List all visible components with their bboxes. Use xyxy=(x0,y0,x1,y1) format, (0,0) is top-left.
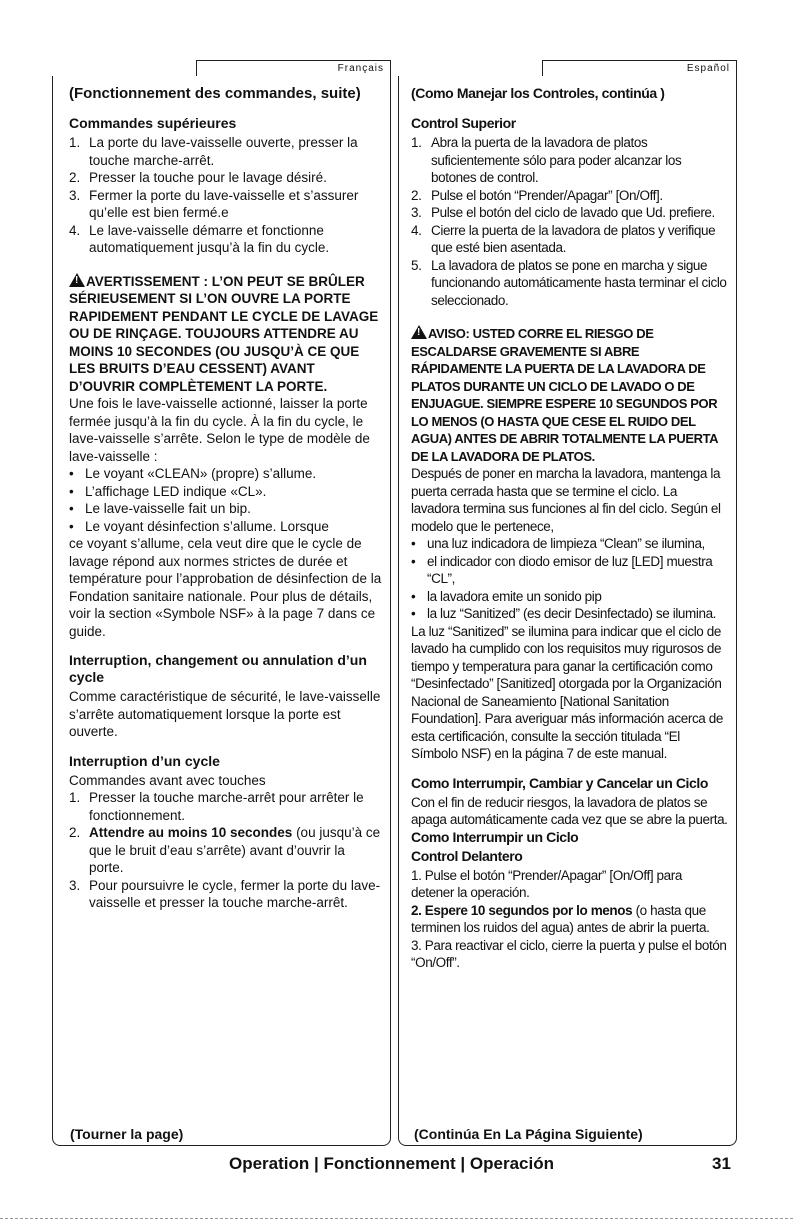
list-item: 5. La lavadora de platos se pone en marcha y sigue funcionando automáticamente hasta terminar el ciclo seleccionado. xyxy=(411,257,727,308)
list-item: • la luz “Sanitized” (es decir Desinfectado) se ilumina. xyxy=(411,606,717,621)
spanish-interrupt2-sub: Control Delantero xyxy=(411,847,523,864)
french-turn-page-note: (Tourner la page) xyxy=(70,1126,184,1142)
list-item: 3. Fermer la porte du lave-vaisselle et s’assurer qu’elle est bien fermé.e xyxy=(69,187,359,220)
spanish-warning: !AVISO: USTED CORRE EL RIESGO DE ESCALDARSE GRAVEMENTE SI ABRE RÁPIDAMENTE LA PUERTA DE LA LAVADORA DE PLATOS DURANTE UN CICLO DE LAVADO O DE ENJUAGUE. SIEMPRE ESPERE 10 SEGUNDOS POR LO MENOS (O HASTA QUE CESE EL RUIDO DEL AGUA) ANTES DE ABRIR TOTALMENTE LA PUERTA DE LA LAVADORA DE PLATOS. xyxy=(411,325,728,465)
french-language-tab: Français xyxy=(196,60,391,76)
spanish-column xyxy=(398,76,737,1136)
list-item: 2. Attendre au moins 10 secondes (ou jusqu’à ce que le bruit d’eau s’arrête) avant d’ouvrir la porte. xyxy=(69,825,381,875)
list-item: 2. Presser la touche pour le lavage désiré. xyxy=(69,170,327,185)
warning-icon xyxy=(69,273,85,287)
page-number: 31 xyxy=(712,1154,731,1173)
spanish-interrupt-text: Con el fin de reducir riesgos, la lavadora de platos se apaga automáticamente cada vez que se abre la puerta. xyxy=(411,794,728,827)
list-item: 4. Cierre la puerta de la lavadora de platos y verifique que esté bien asentada. xyxy=(411,222,716,255)
spanish-continue-note: (Continúa En La Página Siguiente) xyxy=(414,1126,643,1142)
spanish-bullets xyxy=(411,535,728,623)
french-interrupt2-sub: Commandes avant avec touches xyxy=(69,772,266,788)
spanish-after-warning: Después de poner en marcha la lavadora, mantenga la puerta cerrada hasta que se termine el ciclo. La lavadora termina sus funciones al fin del ciclo. Según el modelo que le pertenece, xyxy=(411,466,721,534)
list-item: 1. La porte du lave-vaisselle ouverte, presser la touche marche-arrêt. xyxy=(69,135,358,168)
spanish-interrupt-step1: 1. Pulse el botón “Prender/Apagar” [On/Off] para detener la operación. xyxy=(411,867,682,900)
spanish-sanitize-text: La luz “Sanitized” se ilumina para indicar que el ciclo de lavado ha cumplido con los requisitos muy rigurosos de tiempo y temperatura para ganar la certificación como “Desinfectado” [Sanitized] otorgada por la Organización Nacional de Saneamiento [National Sanitation Foundation]. Para averiguar más información acerca de esta certificación, consulte la sección titulada “El Símbolo NSF) en la página 7 de este manual. xyxy=(411,623,723,761)
french-warning: !AVERTISSEMENT : L’ON PEUT SE BRÛLER SÉRIEUSEMENT SI L’ON OUVRE LA PORTE RAPIDEMENT PENDANT LE CYCLE DE LAVAGE OU DE RINÇAGE. TOUJOURS ATTENDRE AU MOINS 10 SECONDES (OU JUSQU’À CE QUE LES BRUITS D’EAU CESSENT) AVANT D’OUVRIR COMPLÈTEMENT LA PORTE. xyxy=(69,273,382,396)
list-item: • el indicador con diodo emisor de luz [LED] muestra “CL”, xyxy=(411,553,713,586)
spanish-interrupt-step2: 2. Espere 10 segundos por lo menos (o hasta que terminen los ruidos del agua) antes de abrir la puerta. xyxy=(411,902,710,935)
french-interrupt-heading: Interruption, changement ou annulation d’un cycle xyxy=(69,652,367,685)
spanish-section-title: (Como Manejar los Controles, continúa ) xyxy=(411,85,665,101)
french-bullets xyxy=(69,465,382,535)
list-item: • la lavadora emite un sonido pip xyxy=(411,588,602,604)
french-column xyxy=(52,76,391,1136)
french-top-controls-steps xyxy=(69,134,382,257)
bottom-divider xyxy=(0,1218,793,1219)
french-interrupt-text: Comme caractéristique de sécurité, le lave-vaisselle s’arrête automatiquement lorsque la porte est ouverte. xyxy=(69,689,381,739)
french-sanitize-text: ce voyant s’allume, cela veut dire que le cycle de lavage répond aux normes strictes de durée et température pour l’approbation de désinfection de la Fondation sanitaire nationale. Pour plus de détails, voir la section «Symbole NSF» à la page 7 dans ce guide. xyxy=(69,536,382,639)
spanish-interrupt2-heading: Como Interrumpir un Ciclo xyxy=(411,828,579,845)
spanish-language-tab: Español xyxy=(542,60,737,76)
list-item: 3. Pulse el botón del ciclo de lavado que Ud. prefiere. xyxy=(411,205,715,220)
french-top-controls-heading: Commandes supérieures xyxy=(69,115,237,131)
french-interrupt-steps xyxy=(69,789,382,912)
page-section-label: Operation | Fonctionnement | Operación xyxy=(229,1154,554,1173)
warning-icon xyxy=(411,325,427,339)
french-interrupt2-heading: Interruption d’un cycle xyxy=(69,752,220,769)
spanish-interrupt-heading: Como Interrumpir, Cambiar y Cancelar un Ciclo xyxy=(411,774,709,791)
spanish-top-controls-steps xyxy=(411,134,728,309)
list-item: 2. Pulse el botón “Prender/Apagar” [On/Off]. xyxy=(411,187,663,203)
list-item: 4. Le lave-vaisselle démarre et fonctionne automatiquement jusqu’à la fin du cycle. xyxy=(69,222,330,255)
list-item: 1. Abra la puerta de la lavadora de platos suficientemente sólo para poder alcanzar los botones de control. xyxy=(411,135,682,185)
french-after-warning: Une fois le lave-vaisselle actionné, laisser la porte fermée jusqu’à la fin du cycle. À la fin du cycle, le lave-vaisselle s’arrête. Selon le type de modèle de lave-vaisselle : xyxy=(69,396,370,464)
list-item: • una luz indicadora de limpieza “Clean” se ilumina, xyxy=(411,536,705,551)
spanish-interrupt-step3: 3. Para reactivar el ciclo, cierre la puerta y pulse el botón “On/Off”. xyxy=(411,937,727,970)
spanish-top-controls-heading: Control Superior xyxy=(411,115,516,131)
list-item: 1. Presser la touche marche-arrêt pour arrêter le fonctionnement. xyxy=(69,790,364,823)
list-item: • Le voyant désinfection s’allume. Lorsque xyxy=(69,518,329,534)
list-item: • L’affichage LED indique «CL». xyxy=(69,483,267,499)
list-item: • Le lave-vaisselle fait un bip. xyxy=(69,501,251,516)
french-section-title: (Fonctionnement des commandes, suite) xyxy=(69,85,361,102)
list-item: 3. Pour poursuivre le cycle, fermer la porte du lave-vaisselle et presser la touche marche-arrêt. xyxy=(69,877,381,910)
list-item: • Le voyant «CLEAN» (propre) s’allume. xyxy=(69,466,317,481)
